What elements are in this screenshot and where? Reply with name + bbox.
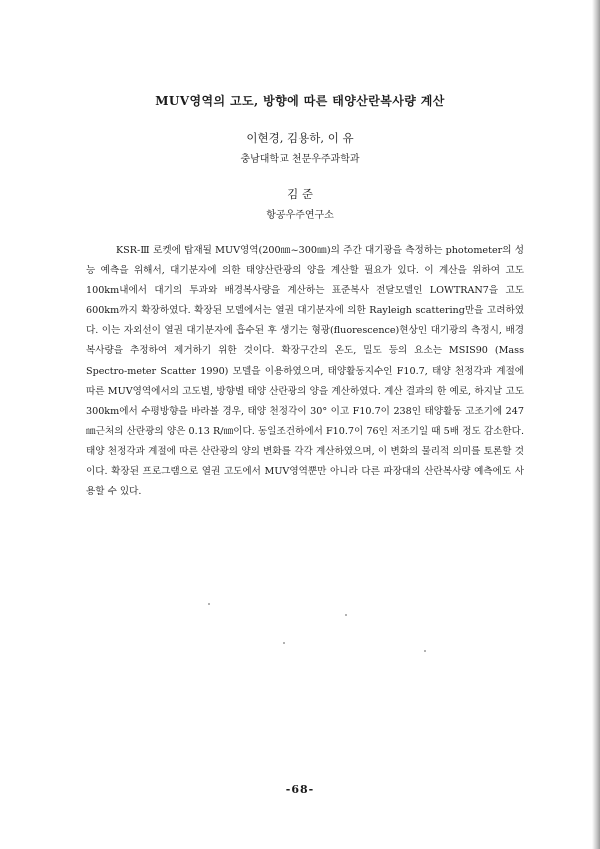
author-list: 이현경, 김용하, 이 유 xyxy=(246,131,354,145)
abstract-paragraph: KSR-Ⅲ 로켓에 탑재될 MUV영역(200㎚~300㎚)의 주간 대기광을 측정하는 photometer의 성능 예측을 위해서, 대기분자에 의한 태양산란광의 양을 계산할 필요가 있다. 이 계산을 위하여 고도 100km내에서 대기의 투과와 배경복사량을 계산하는 표준복사 전달모델인 LOWTRAN7을 고도 600km까지 확장하였다. 확장된 모델에서는 열권 대기분자에 의한 Rayleigh scattering만을 고려하였다. 이는 자외선이 열권 대기분자에 흡수된 후 생기는 형광(fluorescence)현상인 대기광의 측정시, 배경 복사량을 추정하여 제거하기 위한 것이다. 확장구간의 온도, 밀도 등의 요소는 MSIS90 (Mass Spectro-meter Scatter 1990) 모델을 이용하였으며, 태양활동지수인 F10.7, 태양 천정각과 계절에 따른 MUV영역에서의 고도별, 방향별 태양 산란광의 양을 계산하였다. 계산 결과의 한 예로, 하지날 고도 300km에서 수평방향을 바라볼 경우, 태양 천정각이 30° 이고 F10.7이 238인 태양활동 고조기에 247㎚근처의 산란광의 양은 0.13 R/㎚이다. 동일조건하에서 F10.7이 76인 저조기일 때 5배 정도 감소한다. 태양 천정각과 계절에 따른 산란광의 양의 변화를 각각 계산하였으며, 이 변화의 물리적 의미를 토론할 것이다. 확장된 프로그램으로 열권 고도에서 MUV영역뿐만 아니라 다른 파장대의 산란복사량 예측에도 사용할 수 있다. xyxy=(86,245,524,498)
paper-title: MUV영역의 고도, 방향에 따른 태양산란복사량 계산 xyxy=(155,94,445,108)
scan-speck xyxy=(283,642,285,644)
second-author: 김 준 xyxy=(287,187,313,201)
scan-speck xyxy=(424,650,426,652)
author-affiliation: 충남대학교 천문우주과학과 xyxy=(240,154,360,165)
scan-speck xyxy=(208,603,210,605)
second-affiliation: 항공우주연구소 xyxy=(266,210,334,221)
page-number: -68- xyxy=(285,783,315,796)
scan-edge-shadow xyxy=(592,0,600,849)
scan-speck xyxy=(345,614,347,616)
